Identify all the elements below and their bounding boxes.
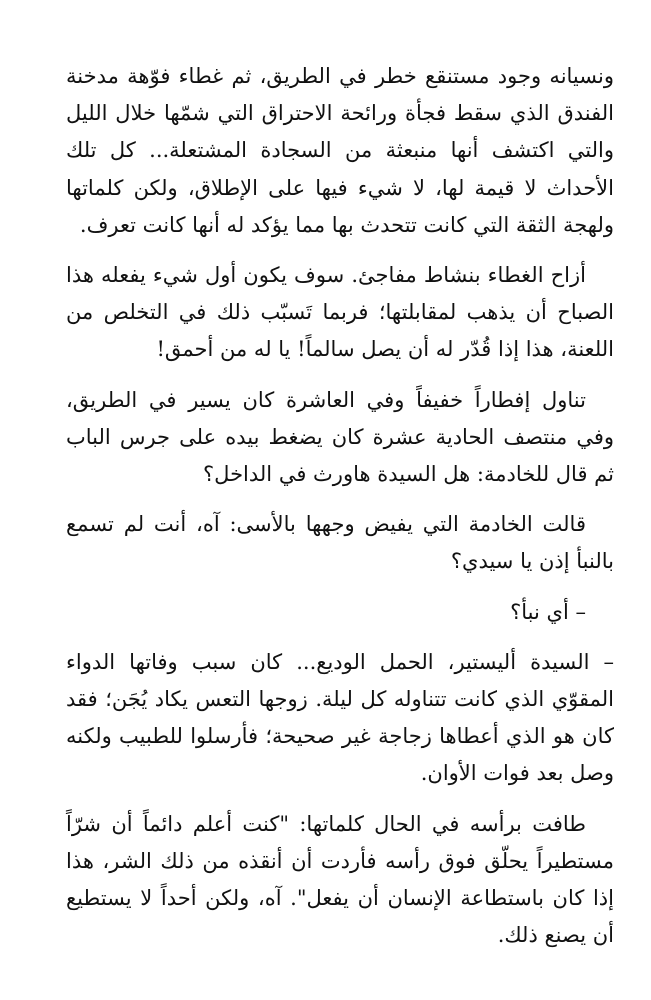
paragraph-7: طافت برأسه في الحال كلماتها: "كنت أعلم دائماً أن شرّاً مستطيراً يحلّق فوق رأسه فأردت أن أنقذه من ذلك الشر، هذا إذا كان باستطاعة الإنسان أن يفعل". آه، ولكن أحداً لا يستطيع أن يصنع ذلك. xyxy=(66,811,614,948)
paragraph-gap xyxy=(66,631,614,644)
paragraph-3: تناول إفطاراً خفيفاً وفي العاشرة كان يسير في الطريق، وفي منتصف الحادية عشرة كان يضغط بيده على جرس الباب ثم قال للخادمة: هل السيدة هاورث في الداخل؟ xyxy=(66,387,614,487)
paragraph-gap xyxy=(66,493,614,506)
paragraph-6: – السيدة أليستير، الحمل الوديع... كان سبب وفاتها الدواء المقوّي الذي كانت تتناوله كل ليلة. زوجها التعس يكاد يُجَن؛ فقد كان هو الذي أعطاها زجاجة غير صحيحة؛ فأرسلوا للطبيب ولكنه وصل بعد فوات الأوان. xyxy=(66,649,614,786)
page-text xyxy=(66,58,614,954)
paragraph-gap xyxy=(66,244,614,257)
paragraph-gap xyxy=(66,369,614,382)
paragraph-gap xyxy=(66,793,614,806)
paragraph-5: – أي نبأ؟ xyxy=(510,599,586,624)
paragraph-2: أزاح الغطاء بنشاط مفاجئ. سوف يكون أول شيء يفعله هذا الصباح أن يذهب لمقابلتها؛ فربما تَسبّب ذلك في التخلص من اللعنة، هذا إذا قُدّر له أن يصل سالماً! يا له من أحمق! xyxy=(66,263,614,362)
paragraph-4: قالت الخادمة التي يفيض وجهها بالأسى: آه، أنت لم تسمع بالنبأ إذن يا سيدي؟ xyxy=(66,512,614,574)
paragraph-1: ونسيانه وجود مستنقع خطر في الطريق، ثم غطاء فوّهة مدخنة الفندق الذي سقط فجأة ورائحة الاحتراق التي شمّها خلال الليل والتي اكتشف أنها منبعثة من السجادة المشتعلة... كل تلك الأحداث لا قيمة لها، لا شيء فيها على الإطلاق، ولكن كلماتها ولهجة الثقة التي كانت تتحدث بها مما يؤكد له أنها كانت تعرف. xyxy=(66,64,614,237)
paragraph-gap xyxy=(66,581,614,594)
